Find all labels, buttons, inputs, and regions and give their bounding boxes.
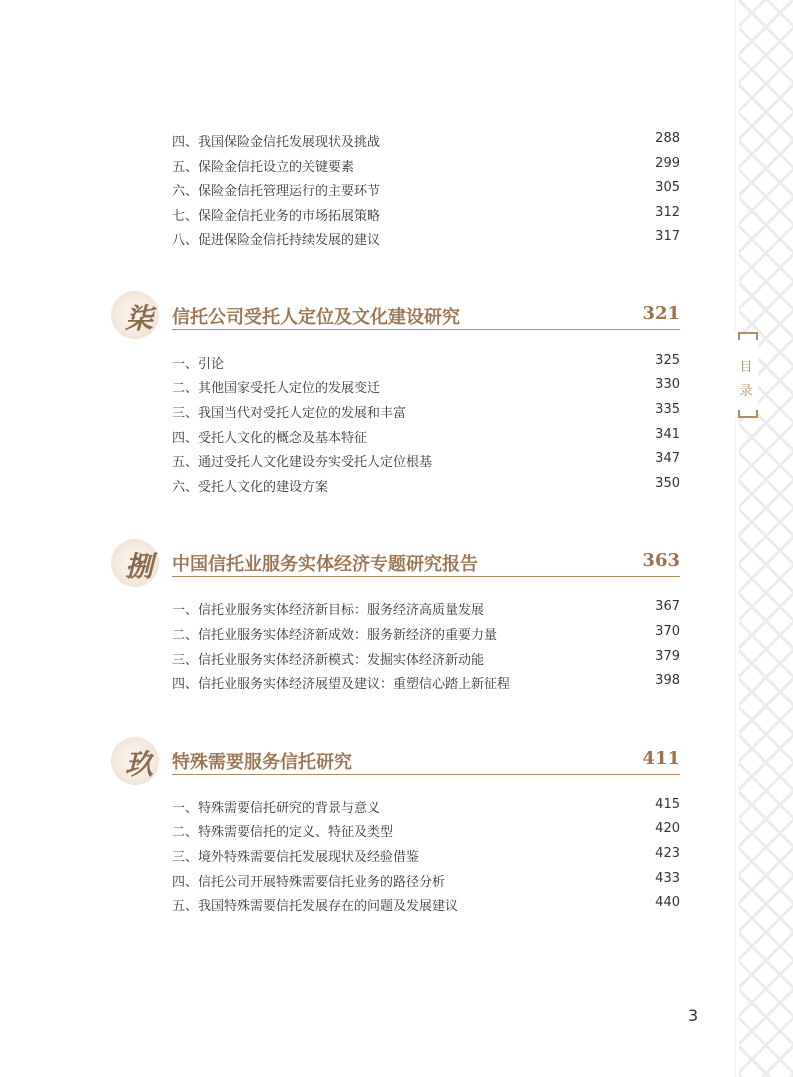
toc-entry[interactable] — [172, 846, 680, 868]
toc-entry-page: 341 — [655, 427, 680, 442]
toc-entry[interactable] — [172, 156, 680, 178]
toc-entry-title: 一、信托业服务实体经济新目标：服务经济高质量发展 — [172, 603, 485, 618]
toc-entry-title: 一、特殊需要信托研究的背景与意义 — [172, 801, 381, 816]
toc-entry[interactable] — [172, 895, 680, 917]
bracket-bottom-icon — [738, 410, 758, 418]
toc-entry-title: 四、信托公司开展特殊需要信托业务的路径分析 — [172, 875, 446, 890]
toc-entry-title: 五、我国特殊需要信托发展存在的问题及发展建议 — [172, 899, 459, 914]
toc-entry[interactable] — [172, 402, 680, 424]
toc-entry[interactable] — [172, 205, 680, 227]
page-number: 3 — [688, 1006, 699, 1025]
toc-entry[interactable] — [172, 624, 680, 646]
bracket-top-icon — [738, 332, 758, 340]
toc-entry-title: 一、引论 — [172, 357, 225, 372]
toc-entry-title: 三、信托业服务实体经济新模式：发掘实体经济新动能 — [172, 653, 485, 668]
toc-entry-title: 六、受托人文化的建设方案 — [172, 480, 329, 495]
toc-entry-page: 433 — [655, 871, 680, 886]
toc-entry[interactable] — [172, 451, 680, 473]
chapter-numeral: 柒 — [124, 302, 153, 335]
side-tab-char: 录 — [739, 384, 753, 399]
toc-entry-title: 五、通过受托人文化建设夯实受托人定位根基 — [172, 455, 433, 470]
toc-entry-title: 五、保险金信托设立的关键要素 — [172, 160, 355, 175]
side-tab-toc — [734, 332, 758, 418]
toc-entry-page: 330 — [655, 377, 680, 392]
chapter-numeral-badge — [112, 292, 166, 346]
toc-entry[interactable] — [172, 476, 680, 498]
toc-entry-title: 三、我国当代对受托人定位的发展和丰富 — [172, 406, 407, 421]
toc-entry[interactable] — [172, 649, 680, 671]
toc-entry[interactable] — [172, 821, 680, 843]
toc-entry[interactable] — [172, 180, 680, 202]
toc-entry-page: 415 — [655, 797, 680, 812]
chapter-numeral-badge — [112, 540, 166, 594]
chapter-heading[interactable] — [172, 303, 680, 330]
toc-entry[interactable] — [172, 353, 680, 375]
toc-entry-title: 七、保险金信托业务的市场拓展策略 — [172, 209, 381, 224]
toc-entry-page: 420 — [655, 821, 680, 836]
toc-entry-title: 二、特殊需要信托的定义、特征及类型 — [172, 825, 394, 840]
toc-entry[interactable] — [172, 229, 680, 251]
toc-entry-page: 335 — [655, 402, 680, 417]
toc-entry-title: 二、信托业服务实体经济新成效：服务新经济的重要力量 — [172, 628, 498, 643]
toc-entry[interactable] — [172, 797, 680, 819]
toc-entry-page: 379 — [655, 649, 680, 664]
toc-entry-title: 六、保险金信托管理运行的主要环节 — [172, 184, 381, 199]
toc-entry-page: 288 — [655, 131, 680, 146]
chapter-title: 特殊需要服务信托研究 — [172, 752, 352, 773]
chapter-numeral: 玖 — [124, 748, 153, 781]
chapter-heading[interactable] — [172, 748, 680, 775]
chapter-title: 中国信托业服务实体经济专题研究报告 — [172, 554, 478, 575]
chapter-heading[interactable] — [172, 550, 680, 577]
decorative-border — [739, 0, 793, 1077]
toc-entry-title: 二、其他国家受托人定位的发展变迁 — [172, 381, 381, 396]
toc-entry[interactable] — [172, 131, 680, 153]
chapter-numeral-badge — [112, 738, 166, 792]
chapter-page: 363 — [642, 550, 680, 571]
toc-entry[interactable] — [172, 673, 680, 695]
toc-entry-page: 312 — [655, 205, 680, 220]
toc-entry-page: 398 — [655, 673, 680, 688]
chapter-numeral: 捌 — [124, 550, 153, 583]
toc-entry[interactable] — [172, 427, 680, 449]
toc-entry-page: 317 — [655, 229, 680, 244]
toc-entry-page: 325 — [655, 353, 680, 368]
toc-entry-title: 四、受托人文化的概念及基本特征 — [172, 431, 368, 446]
toc-entry-title: 八、促进保险金信托持续发展的建议 — [172, 233, 381, 248]
toc-entry[interactable] — [172, 377, 680, 399]
toc-entry-page: 440 — [655, 895, 680, 910]
toc-entry[interactable] — [172, 599, 680, 621]
side-tab-char: 目 — [739, 360, 753, 375]
toc-entry-page: 423 — [655, 846, 680, 861]
chapter-title: 信托公司受托人定位及文化建设研究 — [172, 307, 460, 328]
toc-entry-page: 350 — [655, 476, 680, 491]
toc-entry-page: 347 — [655, 451, 680, 466]
toc-entry-title: 三、境外特殊需要信托发展现状及经验借鉴 — [172, 850, 420, 865]
toc-entry-page: 305 — [655, 180, 680, 195]
chapter-page: 411 — [642, 748, 680, 769]
toc-entry-page: 367 — [655, 599, 680, 614]
toc-entry-page: 299 — [655, 156, 680, 171]
toc-entry-title: 四、信托业服务实体经济展望及建议：重塑信心踏上新征程 — [172, 677, 511, 692]
toc-entry[interactable] — [172, 871, 680, 893]
border-divider — [735, 0, 736, 1077]
chapter-page: 321 — [642, 303, 680, 324]
toc-entry-page: 370 — [655, 624, 680, 639]
toc-entry-title: 四、我国保险金信托发展现状及挑战 — [172, 135, 381, 150]
